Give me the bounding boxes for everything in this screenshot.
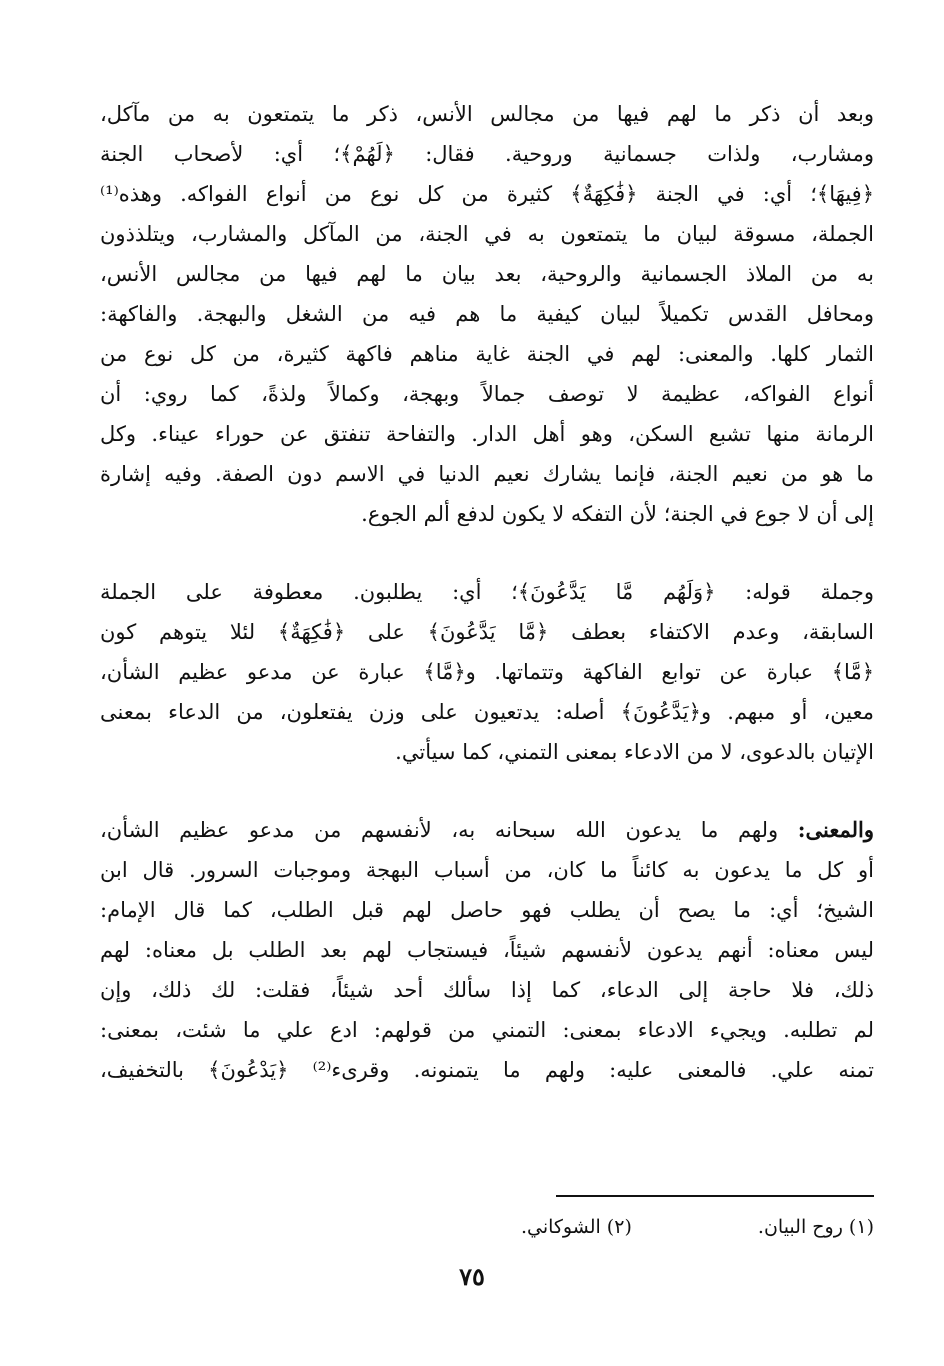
- paragraph-gap: [100, 534, 874, 572]
- text-line: ليس معناه: أنهم يدعون لأنفسهم شيئاً، فيستجاب لهم بعد الطلب بل معناه: لهم: [100, 938, 874, 962]
- footnote-2: (٢) الشوكاني.: [520, 1216, 632, 1238]
- paragraph-1: [100, 94, 874, 534]
- text-line: وجملة قوله: ﴿وَلَهُم مَّا يَدَّعُونَ﴾؛ أي: يطلبون. معطوفة على الجملة: [100, 580, 874, 604]
- body-text: [100, 94, 874, 1090]
- text-line: معين، أو مبهم. و﴿يَدَّعُونَ﴾ أصله: يدتعيون على وزن يفتعلون، من الدعاء بمعنى: [100, 700, 874, 724]
- text-line-rest: ولهم ما يدعون الله سبحانه به، لأنفسهم من مدعو عظيم الشأن،: [100, 818, 798, 842]
- text-line: ﴿مَّا﴾ عبارة عن توابع الفاكهة وتتماتها. و﴿مَّا﴾ عبارة عن مدعو عظيم الشأن،: [100, 660, 874, 684]
- text-line: لم تطلبه. ويجيء الادعاء بمعنى: التمني من قولهم: ادع علي ما شئت، بمعنى:: [100, 1018, 874, 1042]
- text-line: السابقة، وعدم الاكتفاء بعطف ﴿مَّا يَدَّعُونَ﴾ على ﴿فَٰكِهَةٌ﴾ لئلا يتوهم كون: [100, 620, 874, 644]
- text-line: أو كل ما يدعون به كائناً ما كان، من أسباب البهجة وموجبات السرور. قال ابن: [100, 858, 874, 882]
- text-line: ما هو من نعيم الجنة، فإنما يشارك نعيم الدنيا في الاسم دون الصفة. وفيه إشارة: [100, 462, 874, 486]
- text-line: الجملة، مسوقة لبيان ما يتمتعون به في الجنة، من المآكل والمشارب، ويتلذذون: [100, 222, 874, 246]
- footnote-divider: [556, 1195, 874, 1197]
- paragraph-lead: والمعنى:: [797, 817, 874, 842]
- paragraph-2: [100, 572, 874, 772]
- paragraph-3: [100, 810, 874, 1090]
- text-line: ومحافل القدس تكميلاً لبيان كيفية ما هم فيه من الشغل والبهجة. والفاكهة:: [100, 302, 874, 326]
- text-line: وبعد أن ذكر ما لهم فيها من مجالس الأنس، ذكر ما يتمتعون به من مآكل،: [100, 102, 874, 126]
- footnote-1: (١) روح البيان.: [757, 1216, 874, 1238]
- text-line: ومشارب، ولذات جسمانية وروحية. فقال: ﴿لَهُمْ﴾؛ أي: لأصحاب الجنة: [100, 142, 874, 166]
- text-line: الرمانة منها تشبع السكن، وهو أهل الدار. والتفاحة تنفتق عن حوراء عيناء. وكل: [100, 422, 874, 446]
- text-line: الإتيان بالدعوى، لا من الادعاء بمعنى التمني، كما سيأتي.: [395, 740, 874, 764]
- text-line: به من الملاذ الجسمانية والروحية، بعد بيان ما لهم فيها من مجالس الأنس،: [100, 262, 874, 286]
- paragraph-gap: [100, 772, 874, 810]
- text-line: تمنه علي. فالمعنى عليه: ولهم ما يتمنونه. وقرىء⁽²⁾ ﴿يَدْعُونَ﴾ بالتخفيف،: [100, 1058, 874, 1082]
- text-line: أنواع الفواكه، عظيمة لا توصف جمالاً وبهجة، وكمالاً ولذةً، كما روي: أن: [100, 382, 874, 406]
- text-line: ﴿فِيهَا﴾؛ أي: في الجنة ﴿فَٰكِهَةٌ﴾ كثيرة من كل نوع من أنواع الفواكه. وهذه⁽¹⁾: [100, 182, 874, 206]
- text-line: الثمار كلها. والمعنى: لهم في الجنة غاية مناهم فاكهة كثيرة، من كل نوع من: [100, 342, 874, 366]
- text-line: إلى أن لا جوع في الجنة؛ لأن التفكه لا يكون لدفع ألم الجوع.: [361, 502, 874, 526]
- text-line: ذلك، فلا حاجة إلى الدعاء، كما إذا سألك أحد شيئاً، فقلت: لك ذلك، وإن: [100, 978, 874, 1002]
- text-line: الشيخ؛ أي: ما يصح أن يطلب فهو حاصل لهم قبل الطلب، كما قال الإمام:: [100, 898, 874, 922]
- text-line: [100, 810, 874, 850]
- page-number: ٧٥: [459, 1262, 485, 1291]
- footnotes: [354, 1212, 874, 1242]
